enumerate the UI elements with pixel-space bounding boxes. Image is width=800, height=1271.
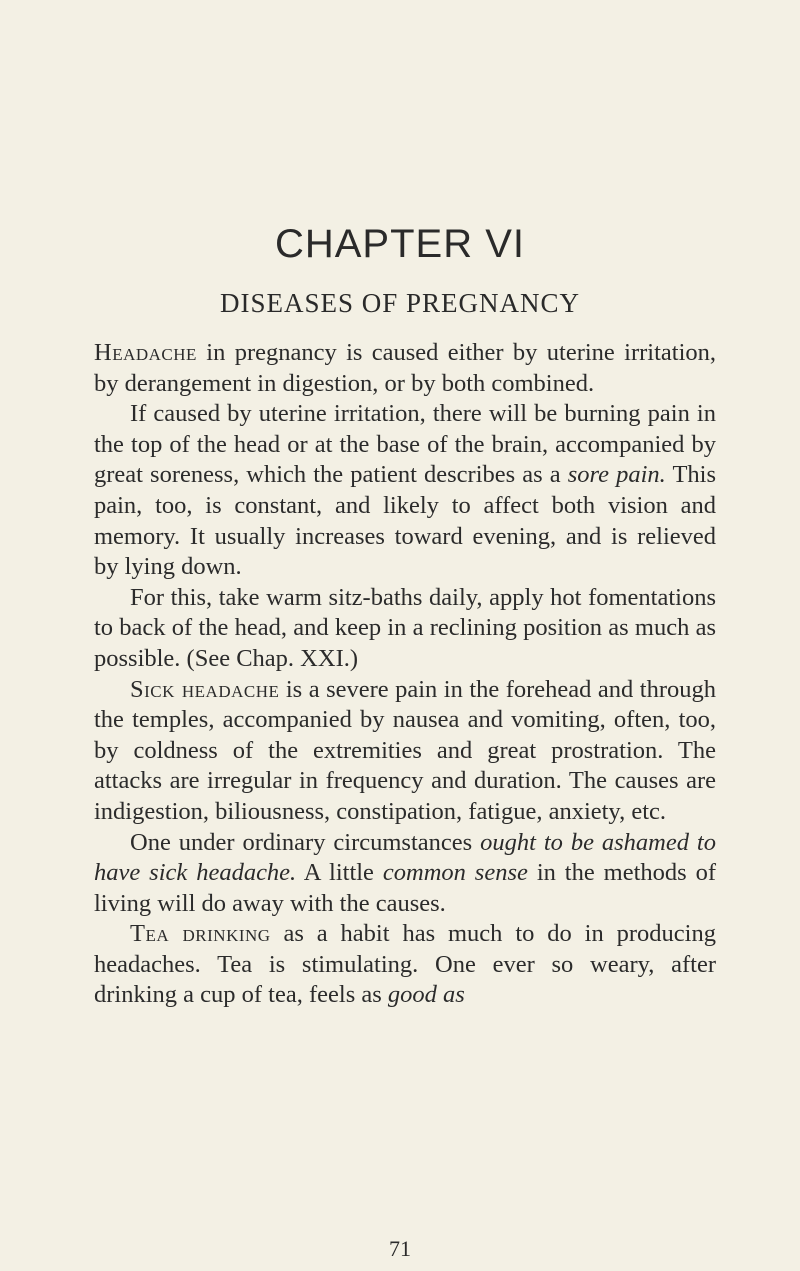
body-text	[94, 338, 716, 1011]
chapter-title: CHAPTER VI	[274, 222, 526, 266]
paragraph-sick-headache	[94, 675, 716, 828]
paragraph-tea-drinking-text: as a habit has much to do in producing headaches. Tea is stimulating. One ever so weary, after drinking a cup of tea, feels as	[94, 920, 716, 1009]
paragraph-tea-drinking	[94, 919, 716, 1011]
paragraph-common-sense-text-after: in the methods of living will do away with the causes.	[94, 859, 717, 917]
paragraph-sick-headache-text: is a severe pain in the forehead and through the temples, accompanied by nausea and vomiting, often, too, by coldness of the extremities and great prostration. The attacks are irregular in frequency and duration. The causes are indigestion, biliousness, constipation, fatigue, anxiety, etc.	[94, 675, 716, 825]
paragraph-headache	[94, 338, 716, 399]
emphasis-sore-pain: sore pain.	[567, 461, 666, 489]
paragraph-uterine-irritation	[94, 399, 716, 583]
section-title: DISEASES OF PREGNANCY	[219, 288, 581, 318]
paragraph-treatment	[94, 583, 716, 675]
paragraph-treatment-text: For this, take warm sitz-baths daily, apply hot fomentations to back of the head, and keep in a reclining position as much as possible. (See Chap. XXI.)	[94, 583, 716, 672]
lead-term-headache: Headache	[94, 339, 197, 366]
paragraph-common-sense-text-middle: A little	[296, 859, 383, 887]
paragraph-common-sense-text-before: One under ordinary circumstances	[130, 828, 481, 856]
lead-term-tea-drinking: Tea drinking	[130, 920, 271, 948]
emphasis-common-sense: common sense	[382, 859, 528, 887]
paragraph-headache-text: in pregnancy is caused either by uterine irritation, by derangement in digestion, or by both combined.	[94, 339, 716, 397]
paragraph-common-sense	[94, 828, 716, 920]
emphasis-ashamed: ought to be ashamed to have sick headache.	[94, 828, 716, 887]
paragraph-uterine-text-before: If caused by uterine irritation, there will be burning pain in the top of the head or at the base of the brain, accompanied by great soreness, which the patient describes as a	[94, 400, 716, 489]
page-number: 71	[389, 1236, 411, 1261]
emphasis-good-as: good as	[387, 981, 465, 1009]
lead-term-sick-headache: Sick headache	[130, 675, 280, 703]
paragraph-uterine-text-after: This pain, too, is constant, and likely to affect both vision and memory. It usually increases toward evening, and is relieved by lying down.	[94, 461, 717, 581]
